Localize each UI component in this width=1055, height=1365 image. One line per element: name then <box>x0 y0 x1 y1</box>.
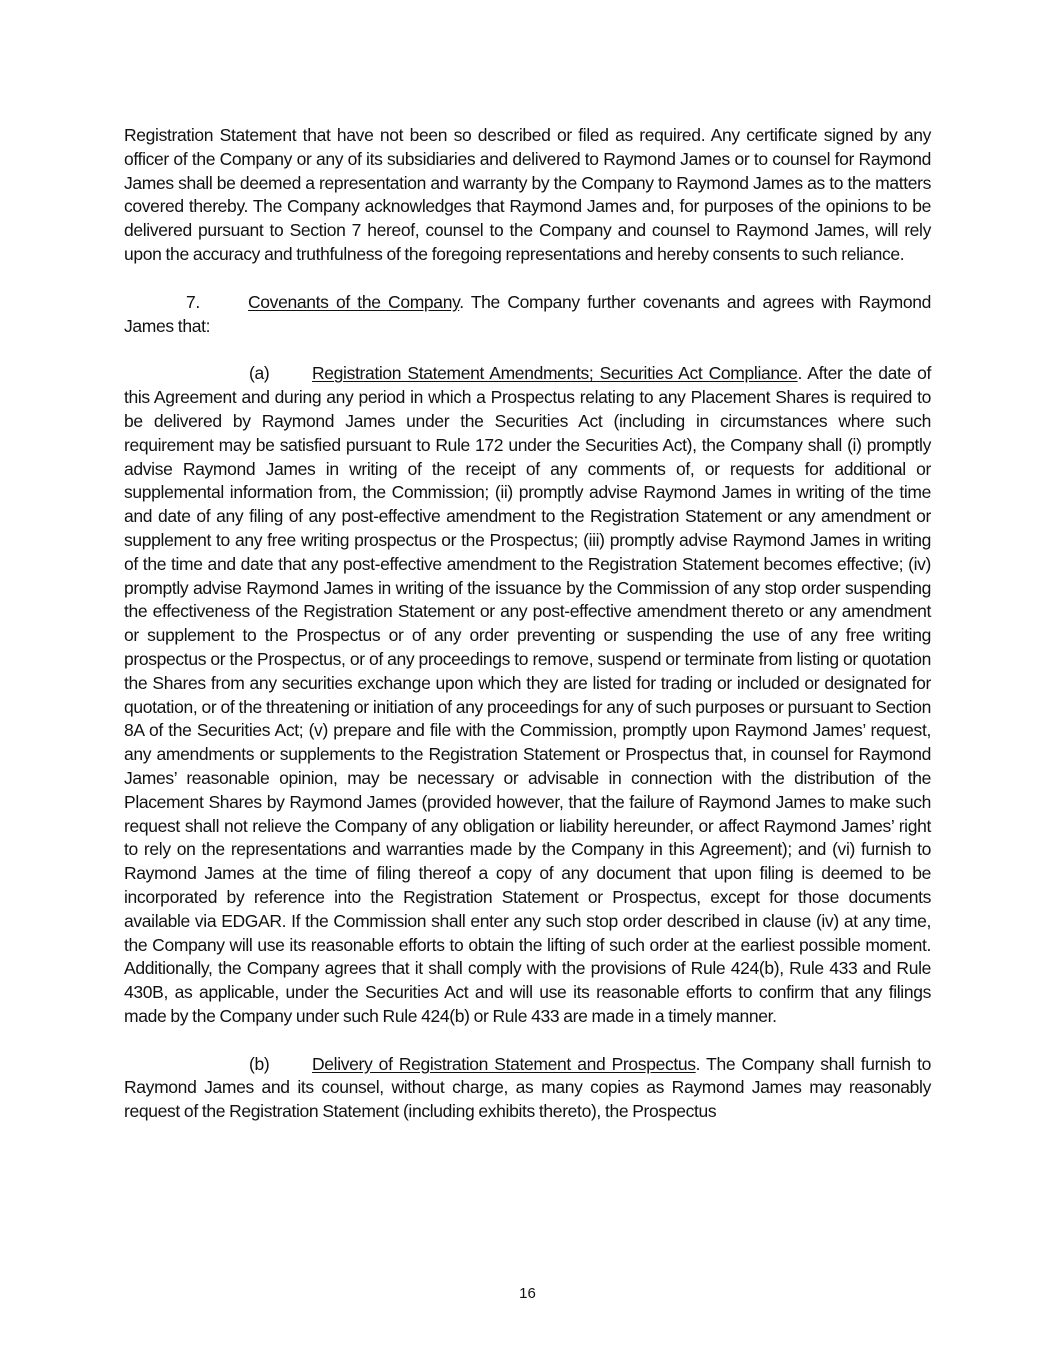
section-7-paragraph <box>124 291 931 339</box>
paragraph-spacer <box>124 267 931 291</box>
page-number: 16 <box>519 1285 536 1302</box>
paragraph-a-label: (a) <box>249 363 270 384</box>
section-number: 7. <box>186 291 200 312</box>
paragraph-b-heading: Delivery of Registration Statement and Prospectus <box>312 1053 696 1074</box>
paragraph-b-label: (b) <box>249 1053 270 1074</box>
paragraph-b <box>124 1053 931 1124</box>
paragraph-spacer <box>124 1029 931 1053</box>
paragraph-b-text: . The Company shall furnish to Raymond James and its counsel, without charge, as many copies as Raymond James may reasonably request of the Registration Statement (including exhibits thereto), the Prospectus <box>124 1053 931 1122</box>
intro-paragraph: Registration Statement that have not been so described or filed as required. Any certificate signed by any officer of the Company or any of its subsidiaries and delivered to Raymond James or to counsel for Raymond James shall be deemed a representation and warranty by the Company to Raymond James as to the matters covered thereby. The Company acknowledges that Raymond James and, for purposes of the opinions to be delivered pursuant to Section 7 hereof, counsel to the Company and counsel to Raymond James, will rely upon the accuracy and truthfulness of the foregoing representations and hereby consents to such reliance. <box>124 125 931 264</box>
document-page <box>124 124 931 1124</box>
paragraph-a <box>124 362 931 1028</box>
paragraph-a-text: . After the date of this Agreement and during any period in which a Prospectus relating to any Placement Shares is required to be delivered by Raymond James under the Securities Act (including in circumstances where such requirement may be satisfied pursuant to Rule 172 under the Securities Act), the Company shall (i) promptly advise Raymond James in writing of the receipt of any comments of, or requests for additional or supplemental information from, the Commission; (ii) promptly advise Raymond James in writing of the time and date of any filing of any post-effective amendment to the Registration Statement or any amendment or supplement to any free writing prospectus or the Prospectus; (iii) promptly advise Raymond James in writing of the time and date that any post-effective amendment to the Registration Statement becomes effective; (iv) promptly advise Raymond James in writing of the issuance by the Commission of any stop order suspending the effectiveness of the Registration Statement or any post-effective amendment thereto or any amendment or supplement to the Prospectus or of any order preventing or suspending the use of any free writing prospectus or the Prospectus, or of any proceedings to remove, suspend or terminate from listing or quotation the Shares from any securities exchange upon which they are listed for trading or included or designated for quotation, or of the threatening or initiation of any proceedings for any of such purposes or pursuant to Section 8A of the Securities Act; (v) prepare and file with the Commission, promptly upon Raymond James’ request, any amendments or supplements to the Registration Statement or Prospectus that, in counsel for Raymond James’ reasonable opinion, may be necessary or advisable in connection with the distribution of the Placement Shares by Raymond James (provided however, that the failure of Raymond James to make such request shall not relieve the Company of any obligation or liability hereunder, or affect Raymond James’ right to rely on the representations and warranties made by the Company in this Agreement); and (vi) furnish to Raymond James at the time of filing thereof a copy of any document that upon filing is deemed to be incorporated by reference into the Registration Statement or Prospectus, except for those documents available via EDGAR. If the Commission shall enter any such stop order described in clause (iv) at any time, the Company will use its reasonable efforts to obtain the lifting of such order at the earliest possible moment. Additionally, the Company agrees that it shall comply with the provisions of Rule 424(b), Rule 433 and Rule 430B, as applicable, under the Securities Act and will use its reasonable efforts to confirm that any filings made by the Company under such Rule 424(b) or Rule 433 are made in a timely manner. <box>124 363 931 1026</box>
section-text: . The Company further covenants and agrees with Raymond James that: <box>124 291 931 336</box>
section-heading: Covenants of the Company <box>248 291 460 312</box>
paragraph-a-heading: Registration Statement Amendments; Securities Act Compliance <box>312 363 798 384</box>
paragraph-spacer <box>124 338 931 362</box>
